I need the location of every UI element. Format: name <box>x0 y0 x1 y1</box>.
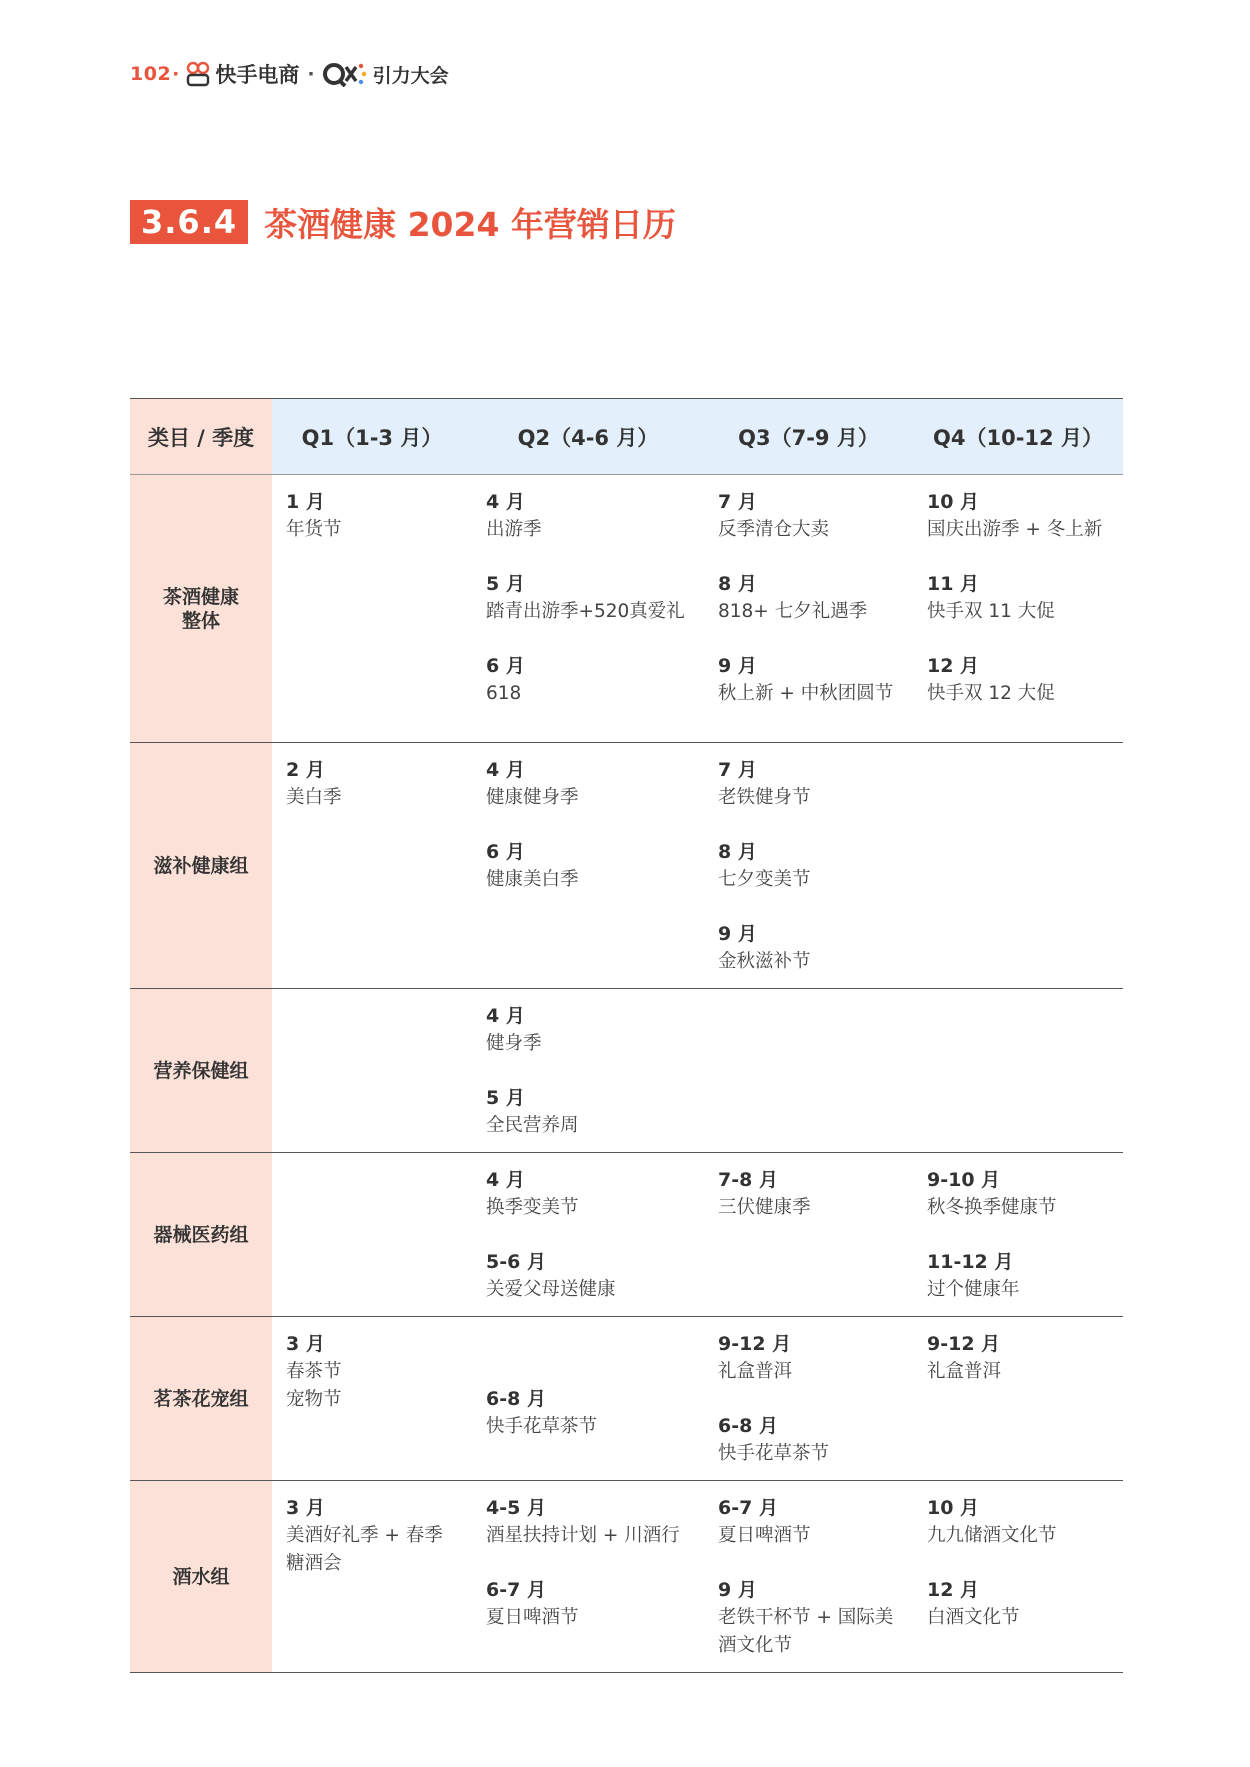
kuaishou-logo-icon <box>185 61 211 87</box>
table-header-row <box>130 399 1123 475</box>
event-item <box>486 1167 700 1222</box>
quarter-cell <box>913 1481 1123 1673</box>
event-name: 糖酒会 <box>286 1553 342 1574</box>
event-month: 9 月 <box>718 1579 757 1601</box>
event-name: 酒星扶持计划 + 川酒行 <box>486 1525 680 1546</box>
event-name: 健身季 <box>486 1033 542 1054</box>
quarter-cell <box>913 743 1123 989</box>
event-month: 4 月 <box>486 1169 525 1191</box>
event-item <box>286 1495 468 1578</box>
event-item <box>286 1331 468 1414</box>
table-row <box>130 1481 1123 1673</box>
event-month: 5 月 <box>486 1087 525 1109</box>
event-name: 老铁健身节 <box>718 787 811 808</box>
quarter-cell <box>704 1481 913 1673</box>
event-month: 7-8 月 <box>718 1169 778 1191</box>
quarter-cell <box>472 1317 704 1481</box>
event-name: 健康美白季 <box>486 869 579 890</box>
event-month: 6 月 <box>486 655 525 677</box>
category-label: 器械医药组 <box>153 1223 249 1246</box>
event-item <box>718 489 909 544</box>
event-name: 夏日啤酒节 <box>718 1525 811 1546</box>
column-header: Q1（1-3 月） <box>272 399 472 475</box>
event-month: 8 月 <box>718 573 757 595</box>
event-month: 1 月 <box>286 491 325 513</box>
quarter-cell <box>472 1481 704 1673</box>
event-name: 818+ 七夕礼遇季 <box>718 601 868 622</box>
category-cell <box>130 1317 272 1481</box>
category-label: 茶酒健康 <box>162 585 239 608</box>
event-month: 6 月 <box>486 841 525 863</box>
event-item <box>486 653 700 708</box>
event-name: 快手花草茶节 <box>718 1443 830 1464</box>
conference-logo-icon <box>323 61 367 87</box>
category-cell <box>130 743 272 989</box>
event-month: 12 月 <box>927 1579 980 1601</box>
table-row <box>130 1317 1123 1481</box>
event-name: 快手双 11 大促 <box>927 601 1055 622</box>
quarter-cell <box>472 989 704 1153</box>
event-month: 9 月 <box>718 923 757 945</box>
category-label: 酒水组 <box>172 1565 230 1588</box>
quarter-cell <box>272 1317 472 1481</box>
section-number: 3.6.4 <box>130 200 248 244</box>
event-name: 过个健康年 <box>927 1279 1020 1300</box>
event-item <box>718 1167 909 1222</box>
event-month: 2 月 <box>286 759 325 781</box>
event-name: 三伏健康季 <box>718 1197 811 1218</box>
event-name: 健康健身季 <box>486 787 579 808</box>
event-item <box>927 653 1119 708</box>
event-name: 秋上新 + 中秋团圆节 <box>718 683 894 704</box>
event-name: 出游季 <box>486 519 542 540</box>
event-name: 全民营养周 <box>486 1115 579 1136</box>
event-item <box>718 839 909 894</box>
category-cell <box>130 989 272 1153</box>
quarter-cell <box>913 1317 1123 1481</box>
table-row <box>130 475 1123 743</box>
marketing-calendar-table <box>130 398 1123 1673</box>
event-month: 7 月 <box>718 491 757 513</box>
event-name: 年货节 <box>286 519 342 540</box>
event-item <box>927 1249 1119 1304</box>
quarter-cell <box>704 1317 913 1481</box>
event-name: 关爱父母送健康 <box>486 1279 616 1300</box>
event-month: 8 月 <box>718 841 757 863</box>
category-label: 滋补健康组 <box>153 854 249 877</box>
event-name: 快手花草茶节 <box>486 1416 598 1437</box>
section-title: 茶酒健康 2024 年营销日历 <box>264 204 676 244</box>
quarter-cell <box>272 989 472 1153</box>
event-name: 礼盒普洱 <box>718 1361 793 1382</box>
event-item <box>486 489 700 544</box>
quarter-cell <box>704 1153 913 1317</box>
event-name: 金秋滋补节 <box>718 951 811 972</box>
event-item <box>927 1167 1119 1222</box>
event-name: 春茶节 <box>286 1361 342 1382</box>
event-month: 4 月 <box>486 759 525 781</box>
column-header: Q3（7-9 月） <box>704 399 913 475</box>
quarter-cell <box>272 1481 472 1673</box>
event-name: 宠物节 <box>286 1389 342 1410</box>
event-item <box>286 757 468 812</box>
event-item <box>486 1577 700 1632</box>
event-month: 3 月 <box>286 1497 325 1519</box>
event-item <box>486 1085 700 1140</box>
quarter-cell <box>704 475 913 743</box>
event-name: 踏青出游季+520真爱礼 <box>486 601 685 622</box>
event-name: 618 <box>486 683 522 704</box>
event-month: 6-7 月 <box>718 1497 778 1519</box>
table-row <box>130 743 1123 989</box>
event-name: 美酒好礼季 + 春季 <box>286 1525 443 1546</box>
quarter-cell <box>913 475 1123 743</box>
quarter-cell <box>913 989 1123 1153</box>
table-row <box>130 989 1123 1153</box>
quarter-cell <box>704 989 913 1153</box>
quarter-cell <box>913 1153 1123 1317</box>
separator-dot: · <box>172 63 180 85</box>
event-name: 换季变美节 <box>486 1197 579 1218</box>
event-item <box>286 489 468 544</box>
event-item <box>486 1003 700 1058</box>
event-item <box>486 571 700 626</box>
event-item <box>486 757 700 812</box>
category-label: 茗茶花宠组 <box>153 1387 249 1410</box>
event-name: 礼盒普洱 <box>927 1361 1002 1382</box>
event-month: 3 月 <box>286 1333 325 1355</box>
quarter-cell <box>272 743 472 989</box>
event-name: 老铁干杯节 + 国际美 <box>718 1607 894 1628</box>
event-month: 9-12 月 <box>927 1333 1001 1355</box>
conference-name: 引力大会 <box>372 64 449 87</box>
event-month: 12 月 <box>927 655 980 677</box>
event-item <box>927 1577 1119 1632</box>
event-month: 9-12 月 <box>718 1333 792 1355</box>
page-number: 102 <box>130 63 172 85</box>
category-cell <box>130 475 272 743</box>
event-name: 九九储酒文化节 <box>927 1525 1057 1546</box>
event-item <box>718 571 909 626</box>
event-name: 秋冬换季健康节 <box>927 1197 1057 1218</box>
brand-name: 快手电商 <box>215 63 300 87</box>
event-month: 5 月 <box>486 573 525 595</box>
event-month: 4 月 <box>486 1005 525 1027</box>
event-month: 10 月 <box>927 1497 980 1519</box>
event-name: 国庆出游季 + 冬上新 <box>927 519 1103 540</box>
event-month: 4 月 <box>486 491 525 513</box>
event-month: 11-12 月 <box>927 1251 1014 1273</box>
event-item <box>927 489 1119 544</box>
event-month: 10 月 <box>927 491 980 513</box>
event-month: 6-7 月 <box>486 1579 546 1601</box>
event-item <box>718 1413 909 1468</box>
event-item <box>718 653 909 708</box>
event-name: 夏日啤酒节 <box>486 1607 579 1628</box>
event-month: 9-10 月 <box>927 1169 1001 1191</box>
event-item <box>486 1495 700 1550</box>
event-item <box>718 1331 909 1386</box>
event-item <box>927 1331 1119 1386</box>
event-month: 9 月 <box>718 655 757 677</box>
section-heading <box>130 199 676 245</box>
event-item <box>486 1386 700 1441</box>
event-name: 七夕变美节 <box>718 869 811 890</box>
quarter-cell <box>472 1153 704 1317</box>
quarter-cell <box>472 475 704 743</box>
event-name: 酒文化节 <box>718 1635 793 1656</box>
event-month: 6-8 月 <box>486 1388 546 1410</box>
event-month: 11 月 <box>927 573 980 595</box>
event-item <box>486 839 700 894</box>
event-item <box>927 1495 1119 1550</box>
column-header: Q2（4-6 月） <box>472 399 704 475</box>
event-item <box>927 571 1119 626</box>
event-item <box>486 1249 700 1304</box>
event-item <box>718 1495 909 1550</box>
event-month: 5-6 月 <box>486 1251 546 1273</box>
quarter-cell <box>704 743 913 989</box>
event-month: 7 月 <box>718 759 757 781</box>
category-label: 营养保健组 <box>153 1059 249 1082</box>
event-item <box>718 921 909 976</box>
event-item <box>718 1577 909 1660</box>
column-header: Q4（10-12 月） <box>913 399 1123 475</box>
column-header: 类目 / 季度 <box>130 399 272 475</box>
table-row <box>130 1153 1123 1317</box>
event-name: 反季清仓大卖 <box>718 519 830 540</box>
event-month: 6-8 月 <box>718 1415 778 1437</box>
event-name: 美白季 <box>286 787 342 808</box>
quarter-cell <box>272 475 472 743</box>
separator-dot: · <box>307 63 315 85</box>
event-name: 快手双 12 大促 <box>927 683 1055 704</box>
category-cell <box>130 1153 272 1317</box>
event-item <box>718 757 909 812</box>
category-label: 整体 <box>181 609 220 632</box>
event-month: 4-5 月 <box>486 1497 546 1519</box>
quarter-cell <box>272 1153 472 1317</box>
quarter-cell <box>472 743 704 989</box>
event-name: 白酒文化节 <box>927 1607 1020 1628</box>
page-header <box>130 58 449 90</box>
category-cell <box>130 1481 272 1673</box>
